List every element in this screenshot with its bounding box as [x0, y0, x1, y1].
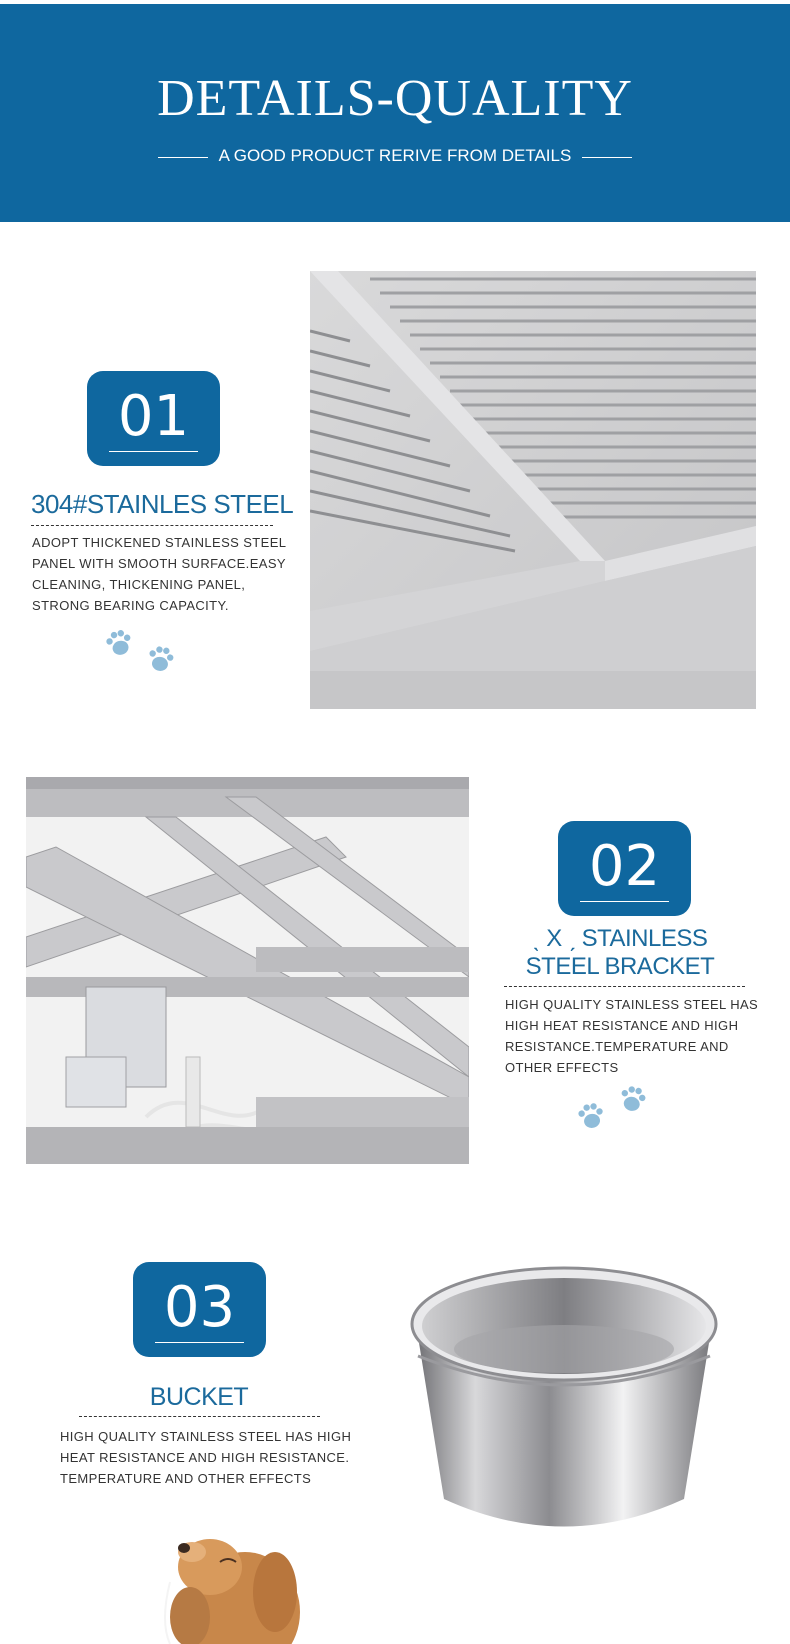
stainless-bucket-photo: [404, 1264, 724, 1554]
subtitle-right-rule: [582, 157, 632, 158]
feature-03-divider: [79, 1416, 320, 1417]
stainless-grate-panel-photo: [310, 271, 756, 709]
badge-underline: [580, 901, 669, 902]
puppy-photo: [150, 1522, 310, 1644]
paw-print-icon: [103, 626, 183, 676]
feature-03-number: 03: [163, 1275, 236, 1340]
paw-print-icon: [573, 1083, 653, 1133]
feature-03-description: HIGH QUALITY STAINLESS STEEL HAS HIGH HEAT RESISTANCE AND HIGH RESISTANCE. TEMPERATURE AND OTHER EFFECTS: [60, 1429, 352, 1486]
feature-01-description: ADOPT THICKENED STAINLESS STEEL PANEL WITH SMOOTH SURFACE.EASY CLEANING, THICKENING PANEL, STRONG BEARING CAPACITY.: [32, 535, 287, 613]
badge-underline: [155, 1342, 244, 1343]
badge-underline: [109, 451, 198, 452]
feature-03-badge: [133, 1262, 266, 1357]
feature-03-title: BUCKET: [149, 1383, 249, 1411]
page-title: DETAILS-QUALITY: [157, 70, 633, 127]
x-bracket-lift-photo: [26, 777, 469, 1164]
feature-02-number: 02: [588, 834, 661, 899]
feature-01-title: 304#STAINLES STEEL: [31, 489, 294, 519]
feature-01-number: 01: [117, 384, 190, 449]
feature-02-title: ˎ X ˏ STAINLESS STEEL BRACKET: [525, 925, 715, 980]
feature-01-divider: [31, 525, 273, 526]
feature-01-badge: [87, 371, 220, 466]
feature-02-description: HIGH QUALITY STAINLESS STEEL HAS HIGH HEAT RESISTANCE AND HIGH RESISTANCE.TEMPERATURE AND OTHER EFFECTS: [505, 997, 759, 1075]
header-banner: [0, 4, 790, 222]
page-subtitle: A GOOD PRODUCT RERIVE FROM DETAILS: [218, 146, 572, 165]
feature-02-badge: [558, 821, 691, 916]
feature-02-divider: [504, 986, 745, 987]
